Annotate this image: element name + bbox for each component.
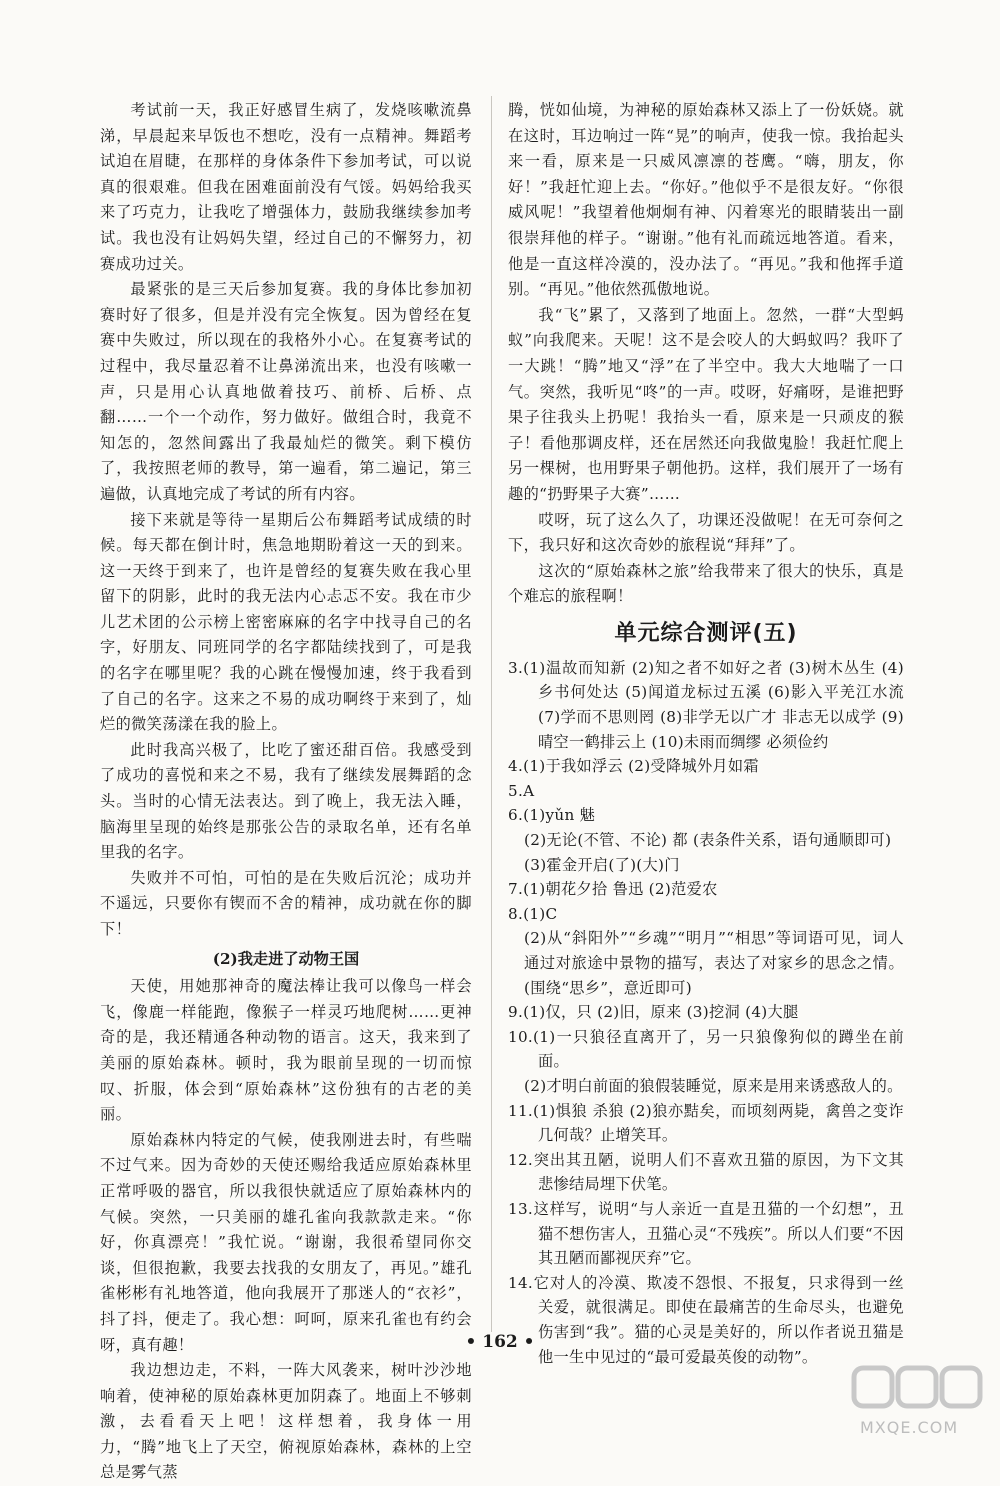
essay-paragraph: 天使，用她那神奇的魔法棒让我可以像鸟一样会飞，像鹿一样能跑，像猴子一样灵巧地爬树……更神奇的是，我还精通各种动物的语言。这天，我来到了美丽的原始森林。顿时，我为眼前呈现的一切而惊叹、折服，体会到“原始森林”这份独有的古老的美丽。	[100, 977, 472, 1124]
answer-item: 5.A	[508, 781, 535, 800]
essay-paragraph: 这次的“原始森林之旅”给我带来了很大的快乐，真是个难忘的旅程啊！	[508, 561, 904, 606]
essay-paragraph: 接下来就是等待一星期后公布舞蹈考试成绩的时候。每天都在倒计时，焦急地期盼着这一天的到来。这一天终于到来了，也许是曾经的复赛失败在我心里留下的阴影，此时的我无法内心忐忑不安。我在市少儿艺术团的公示榜上密密麻麻的名字中找寻自己的名字，好朋友、同班同学的名字都陆续找到了，可是我的名字在哪里呢？我的心跳在慢慢加速，终于我看到了自己的名字。这来之不易的成功啊终于来到了，灿烂的微笑荡漾在我的脸上。	[100, 510, 472, 734]
answer-item: 11.(1)惧狼 杀狼 (2)狼亦黠矣，而顷刻两毙，禽兽之变诈几何哉？止增笑耳。	[508, 1101, 904, 1145]
essay-paragraph: 原始森林内特定的气候，使我刚进去时，有些喘不过气来。因为奇妙的天使还赐给我适应原始森林里正常呼吸的器官，所以我很快就适应了原始森林内的气候。突然，一只美丽的雄孔雀向我款款走来。“你好，你真漂亮！”我忙说。“谢谢，我很希望同你交谈，但很抱歉，我要去找我的女朋友了，再见。”雄孔雀彬彬有礼地答道，他向我展开了那迷人的“衣衫”，抖了抖，便走了。我心想：呵呵，原来孔雀也有约会呀，真有趣！	[100, 1130, 472, 1354]
answer-subitem: (2)才明白前面的狼假装睡觉，原来是用来诱惑敌人的。	[524, 1076, 903, 1095]
essay-paragraph: 考试前一天，我正好感冒生病了，发烧咳嗽流鼻涕，早晨起来早饭也不想吃，没有一点精神。舞蹈考试迫在眉睫，在那样的身体条件下参加考试，可以说真的很艰难。但我在困难面前没有气馁。妈妈给我买来了巧克力，让我吃了增强体力，鼓励我继续参加考试。我也没有让妈妈失望，经过自己的不懈努力，初赛成功过关。	[100, 101, 472, 273]
answer-item: 13.这样写，说明“与人亲近一直是丑猫的一个幻想”，丑猫不想伤害人，丑猫心灵“不残疾”。所以人们要“不因其丑陋而鄙视厌弃”它。	[508, 1199, 904, 1268]
answer-item: 4.(1)于我如浮云 (2)受降城外月如霜	[508, 757, 759, 776]
page-number: • 162 •	[465, 1332, 535, 1352]
left-column	[100, 98, 472, 1486]
right-column	[508, 98, 904, 1369]
answer-item: 9.(1)仅，只 (2)旧，原来 (3)挖洞 (4)大腿	[508, 1003, 799, 1022]
essay-paragraph: 此时我高兴极了，比吃了蜜还甜百倍。我感受到了成功的喜悦和来之不易，我有了继续发展舞蹈的念头。当时的心情无法表达。到了晚上，我无法入睡，脑海里呈现的始终是那张公告的录取名单，还有名单里我的名字。	[100, 740, 472, 862]
essay-paragraph: 失败并不可怕，可怕的是在失败后沉沦；成功并不遥远，只要你有锲而不舍的精神，成功就在你的脚下！	[100, 868, 472, 938]
answer-item: 3.(1)温故而知新 (2)知之者不如好之者 (3)树木丛生 (4)乡书何处达 (5)闻道龙标过五溪 (6)影入平羌江水流 (7)学而不思则罔 (8)非学无以广才 非志无以成学 (9)晴空一鹤排云上 (10)未雨而绸缪 必须俭约	[508, 658, 904, 751]
answer-subitem: (2)无论(不管、不论) 都 (表条件关系，语句通顺即可)	[524, 831, 892, 850]
essay-subtitle: (2)我走进了动物王国	[212, 949, 360, 968]
column-divider	[491, 96, 492, 1332]
essay-paragraph: 最紧张的是三天后参加复赛。我的身体比参加初赛时好了很多，但是并没有完全恢复。因为曾经在复赛中失败过，所以现在的我格外小心。在复赛考试的过程中，我尽量忍着不让鼻涕流出来，也没有咳嗽一声，只是用心认真地做着技巧、前桥、后桥、点翻……一个一个动作，努力做好。做组合时，我竟不知怎的，忽然间露出了我最灿烂的微笑。剩下模仿了，我按照老师的教导，第一遍看，第二遍记，第三遍做，认真地完成了考试的所有内容。	[100, 280, 472, 503]
answer-item: 7.(1)朝花夕拾 鲁迅 (2)范爱农	[508, 880, 718, 899]
essay-paragraph: 我“飞”累了，又落到了地面上。忽然，一群“大型蚂蚁”向我爬来。天呢！这不是会咬人的大蚂蚁吗？我吓了一大跳！“腾”地又“浮”在了半空中。我大大地喘了一口气。突然，我听见“咚”的一声。哎呀，好痛呀，是谁把野果子往我头上扔呢！我抬头一看，原来是一只顽皮的猴子！看他那调皮样，还在居然还向我做鬼脸！我赶忙爬上另一棵树，也用野果子朝他扔。这样，我们展开了一场有趣的“扔野果子大赛”……	[508, 305, 904, 503]
watermark-text: MXQE.COM	[860, 1418, 959, 1437]
answer-item: 8.(1)C	[508, 904, 558, 923]
unit-title: 单元综合测评(五)	[614, 620, 798, 646]
answer-item: 12.突出其丑陋，说明人们不喜欢丑猫的原因，为下文其悲惨结局埋下伏笔。	[508, 1150, 904, 1194]
answer-subitem: (3)霍金开启(了)(大)门	[524, 855, 680, 874]
answer-subitem: (2)从“斜阳外”“乡魂”“明月”“相思”等词语可见，词人通过对旅途中景物的描写，表达了对家乡的思念之情。(围绕“思乡”，意近即可)	[524, 929, 904, 997]
essay-paragraph: 我边想边走，不料，一阵大风袭来，树叶沙沙地响着，使神秘的原始森林更加阴森了。地面上不够刺激，去看看天上吧！这样想着，我身体一用力，“腾”地飞上了天空，俯视原始森林，森林的上空总是雾气蒸	[100, 1361, 472, 1482]
answer-item: 6.(1)yǔn 魅	[508, 806, 596, 825]
answer-item: 10.(1)一只狼径直离开了，另一只狼像狗似的蹲坐在前面。	[508, 1027, 904, 1071]
essay-paragraph: 哎呀，玩了这么久了，功课还没做呢！在无可奈何之下，我只好和这次奇妙的旅程说“拜拜”了。	[508, 510, 904, 555]
answer-item: 14.它对人的冷漠、欺凌不怨恨、不报复，只求得到一丝关爱，就很满足。即使在最痛苦的生命尽头，也避免伤害到“我”。猫的心灵是美好的，所以作者说丑猫是他一生中见过的“最可爱最英俊的动物”。	[508, 1273, 904, 1366]
essay-paragraph: 腾，恍如仙境，为神秘的原始森林又添上了一份妖娆。就在这时，耳边响过一阵“晃”的响声，使我一惊。我抬起头来一看，原来是一只威风凛凛的苍鹰。“嗨，朋友，你好！”我赶忙迎上去。“你好。”他似乎不是很友好。“你很威风呢！”我望着他炯炯有神、闪着寒光的眼睛装出一副很崇拜他的样子。“谢谢。”他有礼而疏远地答道。看来，他是一直这样冷漠的，没办法了。“再见。”我和他挥手道别。“再见。”他依然孤傲地说。	[508, 101, 904, 299]
